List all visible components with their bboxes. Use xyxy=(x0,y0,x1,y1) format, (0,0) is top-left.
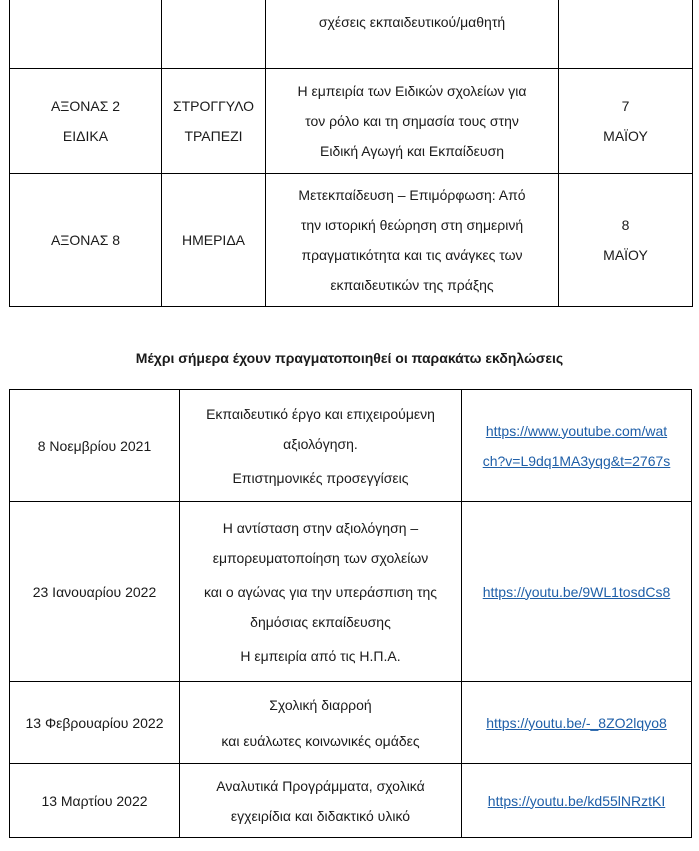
title-line: Αναλυτικά Προγράμματα, σχολικά xyxy=(216,777,425,794)
date-day: 8 xyxy=(621,217,630,233)
date-day: 7 xyxy=(621,98,630,114)
type-label: ΗΜΕΡΙΔΑ xyxy=(181,232,246,248)
event-date: 13 Φεβρουαρίου 2022 xyxy=(10,682,180,764)
axis-label: ΑΞΟΝΑΣ 2 xyxy=(50,98,121,114)
title-line: Η αντίσταση στην αξιολόγηση – xyxy=(222,519,419,536)
date-cell xyxy=(559,174,693,307)
event-link-cell xyxy=(462,764,692,838)
event-link-cell xyxy=(462,390,692,502)
event-title-cell xyxy=(180,764,462,838)
table-row xyxy=(10,69,693,174)
table-row xyxy=(10,0,693,69)
title-line: δημόσιας εκπαίδευσης xyxy=(250,613,391,630)
table-row xyxy=(10,682,692,764)
table-row xyxy=(10,764,692,838)
title-line: εκπαιδευτικών της πράξης xyxy=(330,277,494,293)
events-table xyxy=(9,0,693,307)
title-line: πραγματικότητα και τις ανάγκες των xyxy=(301,247,523,263)
event-title-cell xyxy=(180,502,462,682)
title-cell xyxy=(266,0,559,69)
title-line: αξιολόγηση. xyxy=(283,435,358,452)
axis-label: ΑΞΟΝΑΣ 8 xyxy=(50,232,121,248)
title-line: Εκπαιδευτικό έργο και επιχειρούμενη xyxy=(206,405,435,422)
past-events-table xyxy=(9,389,692,838)
date-cell xyxy=(559,0,693,69)
title-cell xyxy=(266,174,559,307)
past-events-heading: Μέχρι σήμερα έχουν πραγματοποιηθεί οι παρακάτω εκδηλώσεις xyxy=(135,350,564,366)
video-link[interactable]: https://youtu.be/9WL1tosdCs8 xyxy=(482,583,671,600)
event-date: 8 Νοεμβρίου 2021 xyxy=(10,390,180,502)
event-title-cell xyxy=(180,682,462,764)
title-line: Ειδική Αγωγή και Εκπαίδευση xyxy=(320,143,504,159)
axis-cell xyxy=(10,0,162,69)
title-cell xyxy=(266,69,559,174)
title-line: και ευάλωτες κοινωνικές ομάδες xyxy=(221,732,420,749)
title-line: και ο αγώνας για την υπεράσπιση της xyxy=(203,583,438,600)
title-line: Η εμπειρία των Ειδικών σχολείων για xyxy=(297,83,527,99)
date-month: ΜΑΪΟΥ xyxy=(603,128,648,144)
title-line: Επιστημονικές προσεγγίσεις xyxy=(232,469,409,486)
video-link[interactable]: https://youtu.be/kd55lNRztKI xyxy=(487,792,666,809)
title-line: Η εμπειρία από τις Η.Π.Α. xyxy=(240,647,401,664)
axis-cell xyxy=(10,174,162,307)
video-link[interactable]: https://www.youtube.com/wat xyxy=(485,422,668,439)
type-label: ΤΡΑΠΕΖΙ xyxy=(184,128,243,144)
table-row xyxy=(10,502,692,682)
event-link-cell xyxy=(462,682,692,764)
type-label: ΣΤΡΟΓΓΥΛΟ xyxy=(172,98,255,114)
title-line: εγχειρίδια και διδακτικό υλικό xyxy=(230,807,411,824)
title-line: τον ρόλο και τη σημασία τους στην xyxy=(305,113,519,129)
title-line: εμπορευματοποίηση των σχολείων xyxy=(212,549,429,566)
title-line: Σχολική διαρροή xyxy=(269,696,372,713)
table-row xyxy=(10,390,692,502)
table-row xyxy=(10,174,693,307)
axis-cell xyxy=(10,69,162,174)
date-cell xyxy=(559,69,693,174)
video-link[interactable]: ch?v=L9dq1MA3yqg&t=2767s xyxy=(482,452,671,469)
title-line: Μετεκπαίδευση – Επιμόρφωση: Από xyxy=(298,187,526,203)
event-date: 23 Ιανουαρίου 2022 xyxy=(10,502,180,682)
event-title-cell xyxy=(180,390,462,502)
title-line: σχέσεις εκπαιδευτικού/μαθητή xyxy=(318,14,506,30)
type-cell xyxy=(162,69,266,174)
title-line: την ιστορική θεώρηση στη σημερινή xyxy=(300,217,524,233)
type-cell xyxy=(162,174,266,307)
type-cell xyxy=(162,0,266,69)
event-link-cell xyxy=(462,502,692,682)
date-month: ΜΑΪΟΥ xyxy=(603,247,648,263)
video-link[interactable]: https://youtu.be/-_8ZO2lqyo8 xyxy=(486,714,667,731)
event-date: 13 Μαρτίου 2022 xyxy=(10,764,180,838)
axis-label: ΕΙΔΙΚΑ xyxy=(62,128,109,144)
